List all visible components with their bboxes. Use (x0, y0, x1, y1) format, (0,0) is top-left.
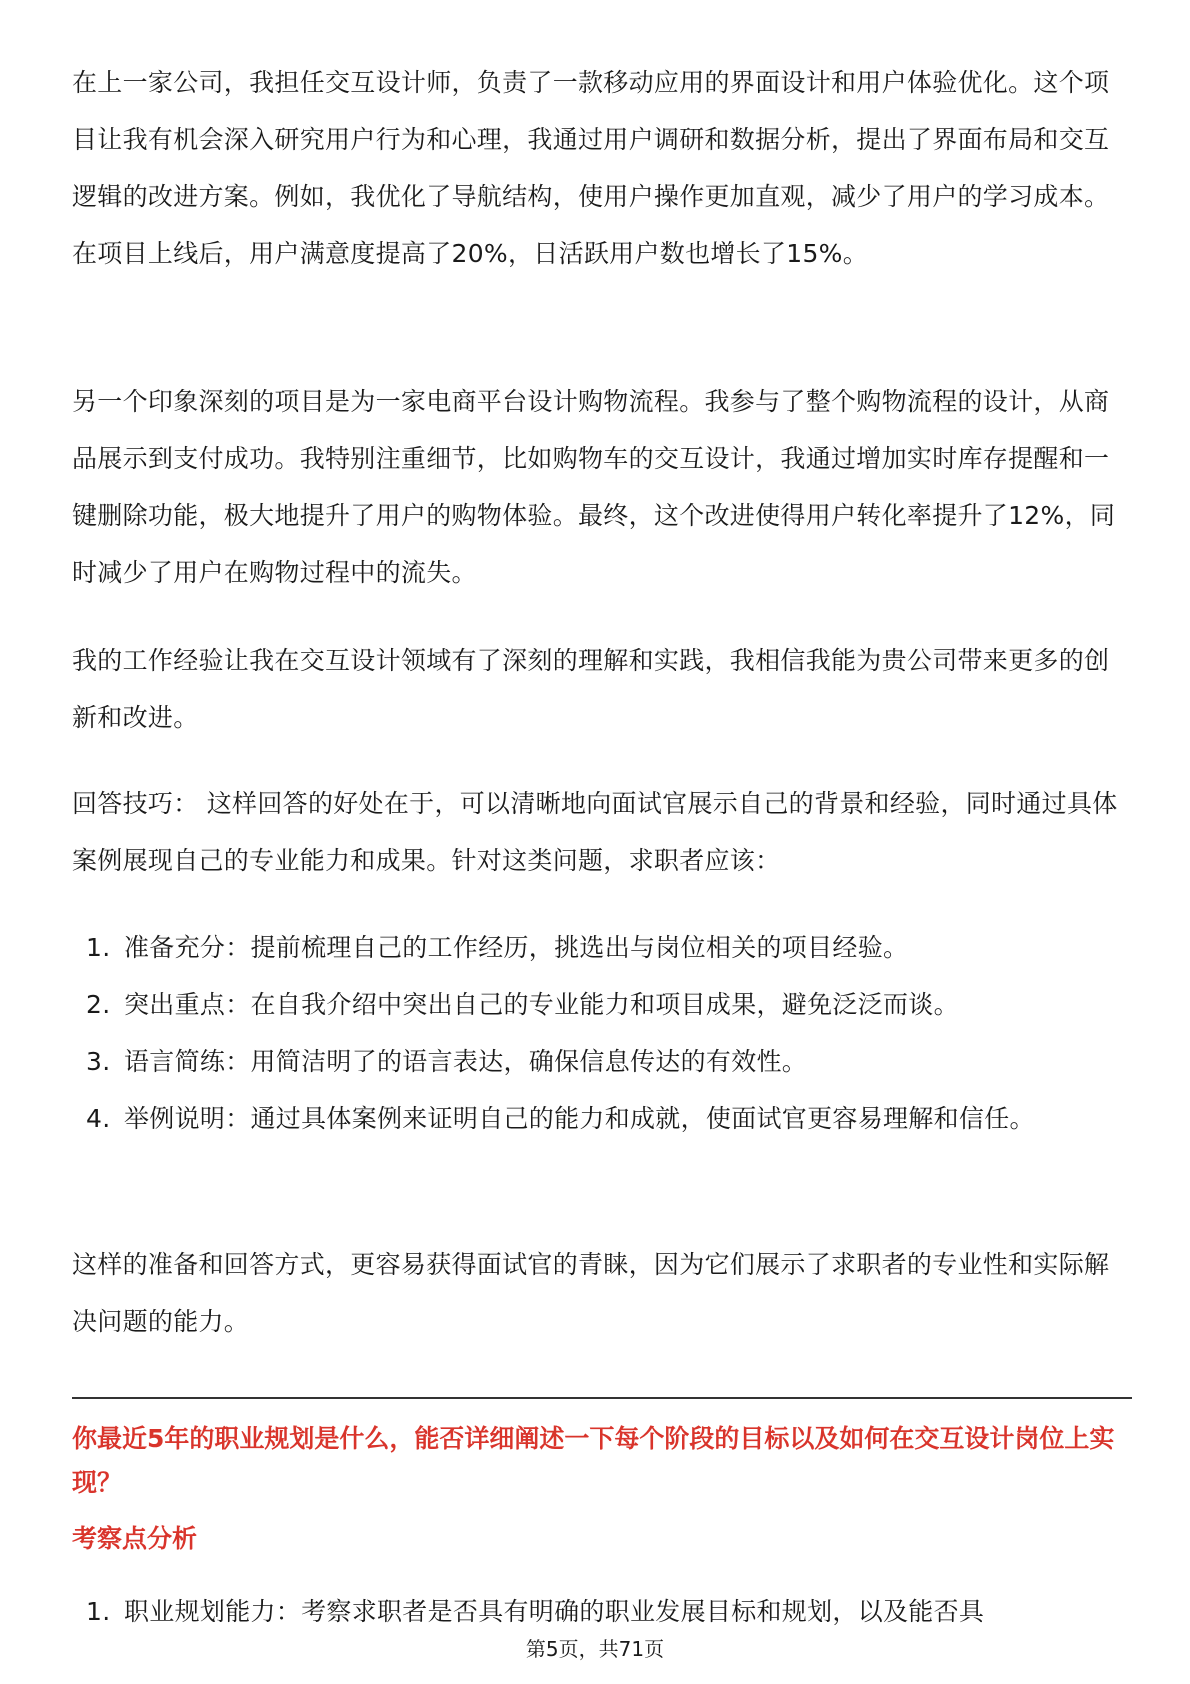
list-item-number: 3. (86, 1047, 111, 1076)
paragraph-answer-tips: 回答技巧： 这样回答的好处在于，可以清晰地向面试官展示自己的背景和经验，同时通过具体案例展现自己的专业能力和成果。针对这类问题，求职者应该： (72, 789, 1118, 875)
tips-list (72, 919, 1132, 1147)
list-item-number: 2. (86, 990, 111, 1019)
paragraph-project-ecommerce: 另一个印象深刻的项目是为一家电商平台设计购物流程。我参与了整个购物流程的设计，从商品展示到支付成功。我特别注重细节，比如购物车的交互设计，我通过增加实时库存提醒和一键删除功能，极大地提升了用户的购物体验。最终，这个改进使得用户转化率提升了12%，同时减少了用户在购物过程中的流失。 (72, 387, 1116, 587)
analysis-section-title: 考察点分析 (72, 1524, 198, 1553)
list-item-number: 1. (86, 1597, 111, 1626)
analysis-list (72, 1592, 1132, 1632)
list-item (72, 976, 1132, 1033)
list-item-number: 4. (86, 1104, 111, 1133)
list-item (72, 1090, 1132, 1147)
section-divider (72, 1397, 1132, 1399)
list-item-text: 举例说明：通过具体案例来证明自己的能力和成就，使面试官更容易理解和信任。 (124, 1104, 1035, 1133)
list-item-number: 1. (86, 933, 111, 962)
interview-question-heading: 你最近5年的职业规划是什么，能否详细阐述一下每个阶段的目标以及如何在交互设计岗位上实现？ (72, 1424, 1115, 1497)
list-item (72, 1592, 1132, 1632)
list-item (72, 1033, 1132, 1090)
paragraph-project-mobile-app: 在上一家公司，我担任交互设计师，负责了一款移动应用的界面设计和用户体验优化。这个项目让我有机会深入研究用户行为和心理，我通过用户调研和数据分析，提出了界面布局和交互逻辑的改进方案。例如，我优化了导航结构，使用户操作更加直观，减少了用户的学习成本。在项目上线后，用户满意度提高了20%，日活跃用户数也增长了15%。 (72, 68, 1110, 268)
paragraph-conclusion: 这样的准备和回答方式，更容易获得面试官的青睐，因为它们展示了求职者的专业性和实际解决问题的能力。 (72, 1250, 1110, 1336)
list-item-text: 语言简练：用简洁明了的语言表达，确保信息传达的有效性。 (124, 1047, 808, 1076)
list-item-text: 突出重点：在自我介绍中突出自己的专业能力和项目成果，避免泛泛而谈。 (124, 990, 959, 1019)
list-item-text: 准备充分：提前梳理自己的工作经历，挑选出与岗位相关的项目经验。 (124, 933, 909, 962)
paragraph-experience-summary: 我的工作经验让我在交互设计领域有了深刻的理解和实践，我相信我能为贵公司带来更多的创新和改进。 (72, 646, 1110, 732)
page-indicator: 第5页，共71页 (525, 1637, 665, 1661)
list-item (72, 919, 1132, 976)
list-item-text: 职业规划能力：考察求职者是否具有明确的职业发展目标和规划，以及能否具 (124, 1597, 985, 1626)
